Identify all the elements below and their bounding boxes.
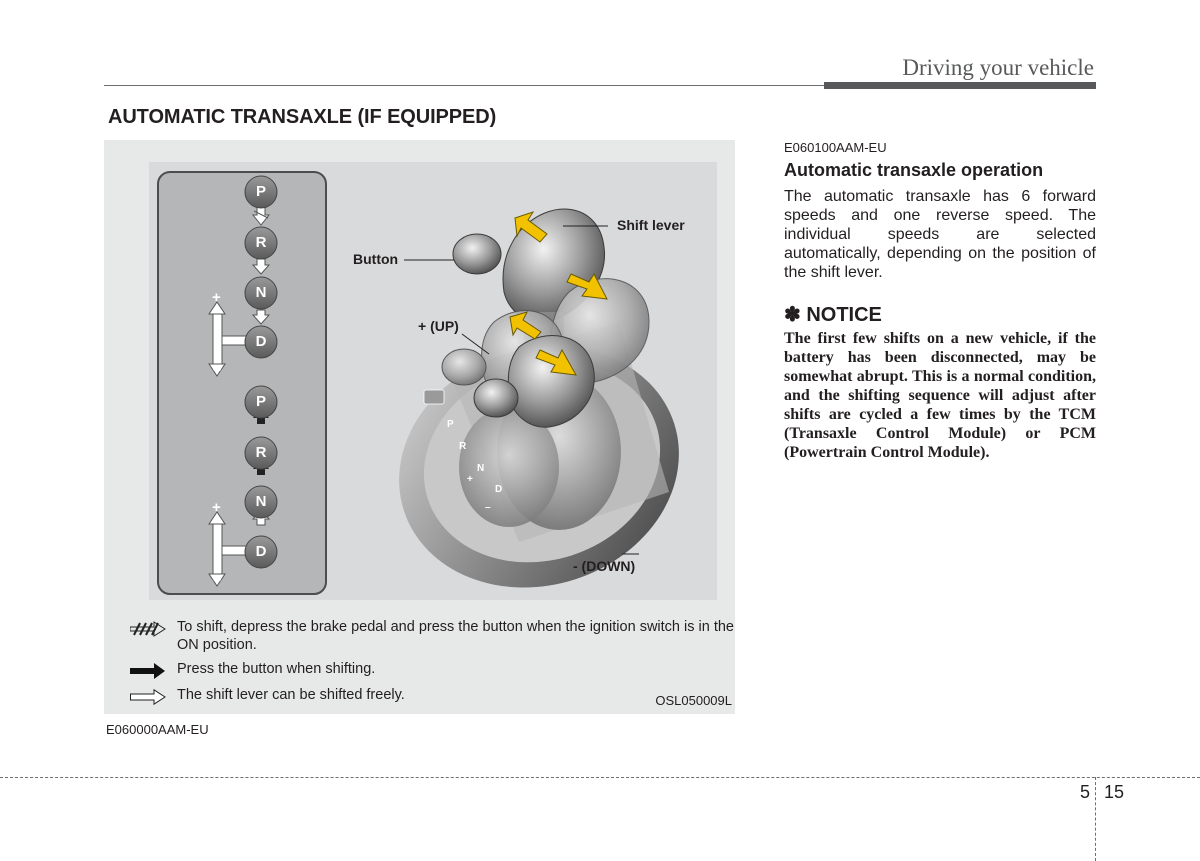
notice-title: ✽ NOTICE	[784, 304, 882, 326]
footer-divider	[1095, 777, 1096, 861]
reference-code: E060100AAM-EU	[784, 140, 887, 155]
header-bar	[824, 82, 1096, 89]
pattern-minus: –	[213, 361, 222, 378]
pattern-minus: –	[213, 571, 222, 588]
header-rule	[104, 85, 824, 86]
gate-letter-n: N	[477, 463, 485, 474]
gate-plus: +	[467, 474, 473, 485]
pattern-letter-d: D	[255, 543, 267, 560]
chapter-number: 5	[1080, 782, 1091, 802]
pattern-letter-r: R	[255, 444, 267, 461]
pattern-letter-d: D	[255, 333, 267, 350]
gate-letter-r: R	[459, 441, 467, 452]
shift-lever-illustration	[367, 209, 710, 600]
reference-code: E060000AAM-EU	[106, 722, 209, 737]
pattern-letter-n: N	[255, 284, 267, 301]
shift-pattern-panel	[158, 172, 326, 594]
pattern-letter-r: R	[255, 234, 267, 251]
page-number: 15	[1104, 782, 1125, 802]
gate-minus: –	[485, 502, 491, 513]
callout-button: Button	[353, 251, 399, 267]
pattern-letter-p: P	[255, 183, 266, 200]
diagram-panel	[149, 162, 717, 600]
shift-lock-release-button	[424, 390, 444, 404]
callout-up: + (UP)	[418, 318, 459, 334]
section-title: AUTOMATIC TRANSAXLE (IF EQUIPPED)	[108, 106, 497, 128]
callout-down: - (DOWN)	[573, 558, 636, 574]
legend-text: The shift lever can be shifted freely.	[177, 687, 405, 703]
pattern-plus: +	[212, 499, 221, 516]
notice-paragraph: The first few shifts on a new vehicle, if the battery has been disconnected, may be somewhat abrupt. This is a normal condition, and the shifting sequence will adjust after shifts are cycled a few times by the TCM (Transaxle Control Module) or PCM (Powertrain Control Module).	[784, 330, 1096, 461]
footer-rule	[0, 777, 1200, 778]
pattern-letter-n: N	[255, 493, 267, 510]
legend-text: To shift, depress the brake pedal and press the button when the ignition switch is in the ON position.	[177, 619, 734, 653]
right-column	[784, 140, 1096, 462]
running-header: Driving your vehicle	[902, 55, 1094, 80]
solid-arrow-icon	[130, 663, 166, 679]
hatched-arrow-icon	[130, 621, 166, 637]
subsection-title: Automatic transaxle operation	[784, 160, 1044, 180]
shift-diagram-figure	[104, 140, 735, 714]
callout-shift-lever: Shift lever	[617, 217, 685, 233]
gate-letter-p: P	[447, 419, 454, 430]
pattern-plus: +	[212, 289, 221, 306]
outline-arrow-icon	[130, 689, 166, 705]
figure-code: OSL050009L	[655, 693, 732, 708]
legend-text: Press the button when shifting.	[177, 661, 376, 677]
gate-letter-d: D	[495, 484, 503, 495]
body-paragraph: The automatic transaxle has 6 forward speeds and one reverse speed. The individual speeds are selected automatically, depending on the position of the shift lever.	[784, 188, 1096, 281]
pattern-letter-p: P	[255, 393, 266, 410]
